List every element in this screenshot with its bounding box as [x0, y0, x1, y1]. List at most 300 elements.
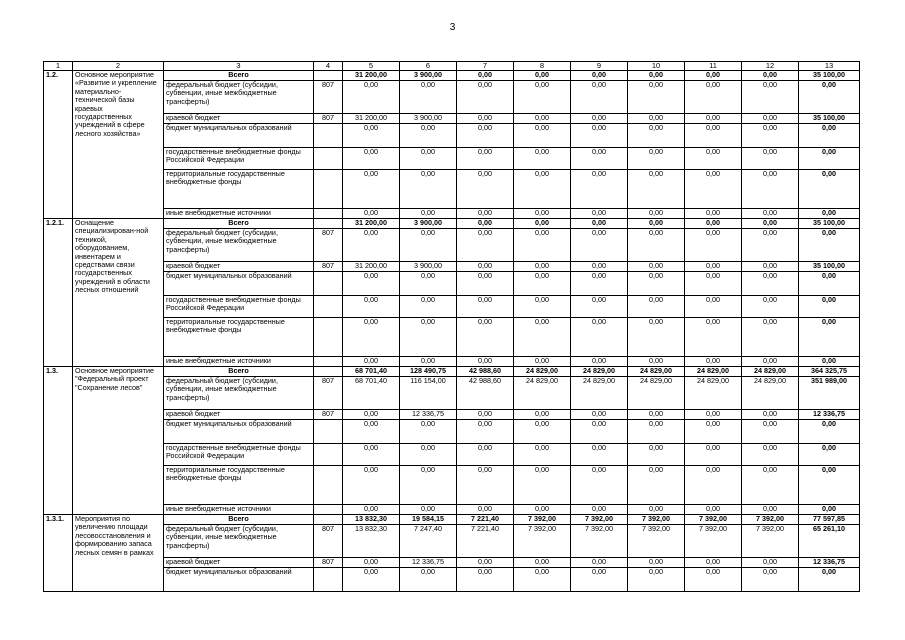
table-row — [44, 318, 860, 357]
amount-cell: 0,00 — [799, 568, 860, 592]
amount-cell: 7 392,00 — [628, 525, 685, 558]
amount-cell: 0,00 — [571, 229, 628, 262]
amount-cell: 0,00 — [742, 466, 799, 505]
column-header: 12 — [742, 62, 799, 71]
column-header: 1 — [44, 62, 73, 71]
amount-cell: 0,00 — [685, 209, 742, 219]
amount-cell: 0,00 — [628, 219, 685, 229]
funding-source: федеральный бюджет (субсидии, субвенции, иные межбюджетные трансферты) — [164, 81, 314, 114]
amount-cell: 0,00 — [799, 357, 860, 367]
column-header: 9 — [571, 62, 628, 71]
amount-cell: 77 597,85 — [799, 515, 860, 525]
grbs-code — [314, 170, 343, 209]
amount-cell: 0,00 — [343, 272, 400, 296]
amount-cell: 0,00 — [628, 296, 685, 318]
amount-cell: 0,00 — [400, 505, 457, 515]
amount-cell: 0,00 — [400, 148, 457, 170]
amount-cell: 0,00 — [685, 466, 742, 505]
amount-cell: 0,00 — [400, 170, 457, 209]
funding-source: бюджет муниципальных образований — [164, 420, 314, 444]
column-header: 11 — [685, 62, 742, 71]
amount-cell: 0,00 — [571, 262, 628, 272]
funding-source: иные внебюджетные источники — [164, 209, 314, 219]
section-code: 1.3. — [44, 367, 73, 515]
amount-cell: 0,00 — [742, 357, 799, 367]
amount-cell: 0,00 — [514, 170, 571, 209]
amount-cell: 0,00 — [571, 444, 628, 466]
amount-cell: 0,00 — [457, 466, 514, 505]
grbs-code — [314, 367, 343, 377]
amount-cell: 0,00 — [457, 262, 514, 272]
funding-source: Всего — [164, 515, 314, 525]
grbs-code — [314, 568, 343, 592]
amount-cell: 0,00 — [571, 420, 628, 444]
amount-cell: 0,00 — [628, 410, 685, 420]
table-row — [44, 229, 860, 262]
amount-cell: 0,00 — [742, 318, 799, 357]
amount-cell: 7 392,00 — [685, 525, 742, 558]
budget-table — [43, 61, 860, 592]
funding-source: федеральный бюджет (субсидии, субвенции, иные межбюджетные трансферты) — [164, 525, 314, 558]
funding-source: государственные внебюджетные фонды Российской Федерации — [164, 444, 314, 466]
grbs-code — [314, 209, 343, 219]
amount-cell: 0,00 — [685, 81, 742, 114]
amount-cell: 0,00 — [343, 229, 400, 262]
amount-cell: 0,00 — [685, 420, 742, 444]
amount-cell: 42 988,60 — [457, 367, 514, 377]
amount-cell: 0,00 — [628, 444, 685, 466]
amount-cell: 0,00 — [514, 229, 571, 262]
amount-cell: 0,00 — [457, 296, 514, 318]
amount-cell: 0,00 — [799, 229, 860, 262]
amount-cell: 0,00 — [457, 568, 514, 592]
grbs-code — [314, 148, 343, 170]
amount-cell: 0,00 — [571, 272, 628, 296]
amount-cell: 0,00 — [628, 81, 685, 114]
amount-cell: 0,00 — [742, 568, 799, 592]
amount-cell: 0,00 — [628, 148, 685, 170]
amount-cell: 0,00 — [457, 318, 514, 357]
amount-cell: 0,00 — [343, 124, 400, 148]
amount-cell: 0,00 — [514, 318, 571, 357]
amount-cell: 7 392,00 — [628, 515, 685, 525]
funding-source: иные внебюджетные источники — [164, 357, 314, 367]
section-name: Основное мероприятие «Развитие и укрепление материально-технической базы краевых государственных учреждений в сфере лесного хозяйства» — [73, 71, 164, 219]
table-row — [44, 410, 860, 420]
funding-source: Всего — [164, 219, 314, 229]
amount-cell: 0,00 — [400, 229, 457, 262]
amount-cell: 0,00 — [685, 148, 742, 170]
amount-cell: 0,00 — [514, 420, 571, 444]
amount-cell: 0,00 — [514, 81, 571, 114]
amount-cell: 19 584,15 — [400, 515, 457, 525]
funding-source: территориальные государственные внебюджетные фонды — [164, 466, 314, 505]
table-row — [44, 525, 860, 558]
funding-source: краевой бюджет — [164, 114, 314, 124]
table-row — [44, 466, 860, 505]
amount-cell: 0,00 — [457, 420, 514, 444]
section-name: Основное мероприятие "Федеральный проект "Сохранение лесов" — [73, 367, 164, 515]
amount-cell: 0,00 — [628, 229, 685, 262]
amount-cell: 0,00 — [685, 410, 742, 420]
amount-cell: 0,00 — [514, 124, 571, 148]
amount-cell: 0,00 — [400, 568, 457, 592]
amount-cell: 0,00 — [514, 272, 571, 296]
table-row — [44, 505, 860, 515]
section-code: 1.2. — [44, 71, 73, 219]
funding-source: Всего — [164, 367, 314, 377]
amount-cell: 0,00 — [628, 318, 685, 357]
amount-cell: 7 392,00 — [571, 515, 628, 525]
grbs-code: 807 — [314, 229, 343, 262]
amount-cell: 0,00 — [343, 410, 400, 420]
amount-cell: 24 829,00 — [685, 367, 742, 377]
amount-cell: 31 200,00 — [343, 219, 400, 229]
amount-cell: 0,00 — [343, 81, 400, 114]
amount-cell: 0,00 — [799, 124, 860, 148]
funding-source: краевой бюджет — [164, 558, 314, 568]
amount-cell: 7 392,00 — [571, 525, 628, 558]
amount-cell: 68 701,40 — [343, 377, 400, 410]
amount-cell: 0,00 — [742, 420, 799, 444]
amount-cell: 0,00 — [571, 124, 628, 148]
amount-cell: 68 701,40 — [343, 367, 400, 377]
funding-source: территориальные государственные внебюджетные фонды — [164, 318, 314, 357]
amount-cell: 24 829,00 — [628, 377, 685, 410]
amount-cell: 116 154,00 — [400, 377, 457, 410]
table-row — [44, 81, 860, 114]
grbs-code — [314, 219, 343, 229]
table-row — [44, 515, 860, 525]
amount-cell: 0,00 — [514, 148, 571, 170]
column-header: 2 — [73, 62, 164, 71]
amount-cell: 0,00 — [628, 124, 685, 148]
amount-cell: 0,00 — [571, 505, 628, 515]
amount-cell: 0,00 — [685, 568, 742, 592]
amount-cell: 0,00 — [571, 318, 628, 357]
amount-cell: 0,00 — [685, 272, 742, 296]
funding-source: краевой бюджет — [164, 262, 314, 272]
amount-cell: 35 100,00 — [799, 71, 860, 81]
amount-cell: 0,00 — [457, 209, 514, 219]
amount-cell: 0,00 — [571, 219, 628, 229]
amount-cell: 0,00 — [799, 420, 860, 444]
amount-cell: 0,00 — [457, 170, 514, 209]
amount-cell: 0,00 — [571, 466, 628, 505]
amount-cell: 0,00 — [571, 114, 628, 124]
amount-cell: 7 247,40 — [400, 525, 457, 558]
amount-cell: 0,00 — [685, 558, 742, 568]
amount-cell: 0,00 — [742, 209, 799, 219]
amount-cell: 24 829,00 — [742, 367, 799, 377]
amount-cell: 13 832,30 — [343, 525, 400, 558]
amount-cell: 12 336,75 — [400, 558, 457, 568]
amount-cell: 364 325,75 — [799, 367, 860, 377]
amount-cell: 0,00 — [343, 466, 400, 505]
amount-cell: 0,00 — [628, 272, 685, 296]
funding-source: краевой бюджет — [164, 410, 314, 420]
amount-cell: 0,00 — [457, 505, 514, 515]
amount-cell: 0,00 — [742, 558, 799, 568]
table-row — [44, 262, 860, 272]
amount-cell: 0,00 — [742, 71, 799, 81]
amount-cell: 0,00 — [799, 296, 860, 318]
amount-cell: 0,00 — [628, 209, 685, 219]
amount-cell: 0,00 — [400, 209, 457, 219]
amount-cell: 0,00 — [343, 148, 400, 170]
amount-cell: 0,00 — [685, 296, 742, 318]
amount-cell: 0,00 — [571, 170, 628, 209]
amount-cell: 0,00 — [457, 81, 514, 114]
grbs-code — [314, 420, 343, 444]
amount-cell: 24 829,00 — [514, 377, 571, 410]
amount-cell: 24 829,00 — [571, 367, 628, 377]
page-number: 3 — [449, 22, 456, 33]
funding-source: федеральный бюджет (субсидии, субвенции, иные межбюджетные трансферты) — [164, 229, 314, 262]
funding-source: иные внебюджетные источники — [164, 505, 314, 515]
grbs-code: 807 — [314, 410, 343, 420]
table-row — [44, 377, 860, 410]
amount-cell: 0,00 — [742, 410, 799, 420]
amount-cell: 0,00 — [571, 357, 628, 367]
table-row — [44, 444, 860, 466]
amount-cell: 0,00 — [457, 357, 514, 367]
column-header: 8 — [514, 62, 571, 71]
amount-cell: 12 336,75 — [799, 410, 860, 420]
amount-cell: 0,00 — [514, 219, 571, 229]
amount-cell: 128 490,75 — [400, 367, 457, 377]
table-row — [44, 558, 860, 568]
amount-cell: 7 392,00 — [685, 515, 742, 525]
table-row — [44, 296, 860, 318]
grbs-code — [314, 124, 343, 148]
section-code: 1.2.1. — [44, 219, 73, 367]
amount-cell: 0,00 — [685, 219, 742, 229]
amount-cell: 0,00 — [742, 219, 799, 229]
amount-cell: 13 832,30 — [343, 515, 400, 525]
funding-source: Всего — [164, 71, 314, 81]
amount-cell: 0,00 — [457, 114, 514, 124]
amount-cell: 0,00 — [514, 410, 571, 420]
amount-cell: 0,00 — [628, 466, 685, 505]
amount-cell: 0,00 — [514, 209, 571, 219]
amount-cell: 0,00 — [400, 466, 457, 505]
amount-cell: 31 200,00 — [343, 262, 400, 272]
table-row — [44, 209, 860, 219]
amount-cell: 0,00 — [514, 71, 571, 81]
amount-cell: 35 100,00 — [799, 219, 860, 229]
column-header: 13 — [799, 62, 860, 71]
table-row — [44, 170, 860, 209]
amount-cell: 0,00 — [685, 262, 742, 272]
amount-cell: 24 829,00 — [742, 377, 799, 410]
amount-cell: 7 221,40 — [457, 525, 514, 558]
funding-source: бюджет муниципальных образований — [164, 124, 314, 148]
grbs-code — [314, 505, 343, 515]
section-name: Оснащение специализирован-ной техникой, оборудованием, инвентарем и средствами связи государственных учреждений в области лесных отношений — [73, 219, 164, 367]
amount-cell: 0,00 — [685, 357, 742, 367]
amount-cell: 0,00 — [799, 444, 860, 466]
amount-cell: 0,00 — [514, 114, 571, 124]
amount-cell: 0,00 — [343, 558, 400, 568]
amount-cell: 0,00 — [343, 505, 400, 515]
amount-cell: 0,00 — [571, 148, 628, 170]
amount-cell: 0,00 — [742, 148, 799, 170]
amount-cell: 0,00 — [514, 444, 571, 466]
amount-cell: 0,00 — [514, 568, 571, 592]
grbs-code: 807 — [314, 81, 343, 114]
amount-cell: 0,00 — [628, 262, 685, 272]
amount-cell: 0,00 — [457, 558, 514, 568]
amount-cell: 0,00 — [400, 296, 457, 318]
table-row — [44, 71, 860, 81]
amount-cell: 0,00 — [343, 357, 400, 367]
table-row — [44, 420, 860, 444]
amount-cell: 0,00 — [628, 558, 685, 568]
amount-cell: 0,00 — [343, 420, 400, 444]
table-row — [44, 367, 860, 377]
amount-cell: 0,00 — [685, 124, 742, 148]
amount-cell: 0,00 — [742, 272, 799, 296]
table-row — [44, 357, 860, 367]
amount-cell: 24 829,00 — [685, 377, 742, 410]
amount-cell: 0,00 — [514, 357, 571, 367]
table-header-row — [44, 62, 860, 71]
amount-cell: 0,00 — [628, 71, 685, 81]
amount-cell: 35 100,00 — [799, 114, 860, 124]
amount-cell: 35 100,00 — [799, 262, 860, 272]
grbs-code: 807 — [314, 262, 343, 272]
amount-cell: 0,00 — [628, 420, 685, 444]
amount-cell: 0,00 — [400, 444, 457, 466]
amount-cell: 0,00 — [343, 444, 400, 466]
grbs-code: 807 — [314, 558, 343, 568]
grbs-code — [314, 357, 343, 367]
amount-cell: 0,00 — [457, 148, 514, 170]
table-row — [44, 114, 860, 124]
amount-cell: 12 336,75 — [799, 558, 860, 568]
amount-cell: 0,00 — [457, 229, 514, 262]
funding-source: бюджет муниципальных образований — [164, 272, 314, 296]
amount-cell: 0,00 — [400, 124, 457, 148]
table-row — [44, 568, 860, 592]
section-code: 1.3.1. — [44, 515, 73, 592]
amount-cell: 351 989,00 — [799, 377, 860, 410]
amount-cell: 0,00 — [742, 170, 799, 209]
amount-cell: 0,00 — [628, 505, 685, 515]
amount-cell: 7 221,40 — [457, 515, 514, 525]
amount-cell: 0,00 — [742, 505, 799, 515]
amount-cell: 7 392,00 — [742, 515, 799, 525]
amount-cell: 0,00 — [457, 71, 514, 81]
amount-cell: 0,00 — [571, 296, 628, 318]
grbs-code — [314, 466, 343, 505]
amount-cell: 0,00 — [514, 505, 571, 515]
grbs-code — [314, 444, 343, 466]
amount-cell: 0,00 — [628, 568, 685, 592]
amount-cell: 7 392,00 — [514, 525, 571, 558]
amount-cell: 0,00 — [457, 219, 514, 229]
amount-cell: 0,00 — [571, 568, 628, 592]
amount-cell: 0,00 — [343, 296, 400, 318]
column-header: 7 — [457, 62, 514, 71]
column-header: 4 — [314, 62, 343, 71]
amount-cell: 0,00 — [742, 124, 799, 148]
amount-cell: 0,00 — [685, 114, 742, 124]
amount-cell: 0,00 — [571, 410, 628, 420]
amount-cell: 0,00 — [457, 272, 514, 296]
amount-cell: 0,00 — [400, 357, 457, 367]
amount-cell: 0,00 — [628, 114, 685, 124]
amount-cell: 0,00 — [571, 558, 628, 568]
amount-cell: 0,00 — [571, 71, 628, 81]
amount-cell: 12 336,75 — [400, 410, 457, 420]
amount-cell: 0,00 — [799, 81, 860, 114]
amount-cell: 0,00 — [628, 357, 685, 367]
amount-cell: 0,00 — [685, 229, 742, 262]
amount-cell: 3 900,00 — [400, 71, 457, 81]
amount-cell: 0,00 — [799, 272, 860, 296]
amount-cell: 3 900,00 — [400, 262, 457, 272]
grbs-code — [314, 272, 343, 296]
amount-cell: 0,00 — [799, 318, 860, 357]
amount-cell: 0,00 — [799, 466, 860, 505]
column-header: 3 — [164, 62, 314, 71]
amount-cell: 0,00 — [799, 209, 860, 219]
table-row — [44, 148, 860, 170]
table-row — [44, 219, 860, 229]
amount-cell: 31 200,00 — [343, 114, 400, 124]
section-name: Мероприятия по увеличению площади лесовосстановления и формированию запаса лесных семян в рамках — [73, 515, 164, 592]
amount-cell: 0,00 — [400, 420, 457, 444]
grbs-code — [314, 318, 343, 357]
amount-cell: 0,00 — [400, 81, 457, 114]
amount-cell: 0,00 — [571, 209, 628, 219]
grbs-code: 807 — [314, 377, 343, 410]
amount-cell: 31 200,00 — [343, 71, 400, 81]
funding-source: федеральный бюджет (субсидии, субвенции, иные межбюджетные трансферты) — [164, 377, 314, 410]
funding-source: территориальные государственные внебюджетные фонды — [164, 170, 314, 209]
amount-cell: 0,00 — [685, 318, 742, 357]
amount-cell: 0,00 — [514, 262, 571, 272]
amount-cell: 0,00 — [742, 81, 799, 114]
funding-source: государственные внебюджетные фонды Российской Федерации — [164, 296, 314, 318]
grbs-code — [314, 71, 343, 81]
amount-cell: 24 829,00 — [571, 377, 628, 410]
amount-cell: 3 900,00 — [400, 114, 457, 124]
amount-cell: 0,00 — [514, 466, 571, 505]
amount-cell: 0,00 — [514, 296, 571, 318]
table-row — [44, 124, 860, 148]
amount-cell: 7 392,00 — [742, 525, 799, 558]
table-row — [44, 272, 860, 296]
amount-cell: 0,00 — [457, 124, 514, 148]
amount-cell: 24 829,00 — [628, 367, 685, 377]
amount-cell: 0,00 — [742, 444, 799, 466]
column-header: 10 — [628, 62, 685, 71]
amount-cell: 0,00 — [457, 444, 514, 466]
grbs-code: 807 — [314, 114, 343, 124]
amount-cell: 0,00 — [742, 114, 799, 124]
amount-cell: 0,00 — [400, 272, 457, 296]
amount-cell: 0,00 — [742, 229, 799, 262]
amount-cell: 0,00 — [514, 558, 571, 568]
amount-cell: 0,00 — [343, 568, 400, 592]
amount-cell: 0,00 — [742, 296, 799, 318]
grbs-code — [314, 296, 343, 318]
amount-cell: 3 900,00 — [400, 219, 457, 229]
amount-cell: 0,00 — [799, 505, 860, 515]
